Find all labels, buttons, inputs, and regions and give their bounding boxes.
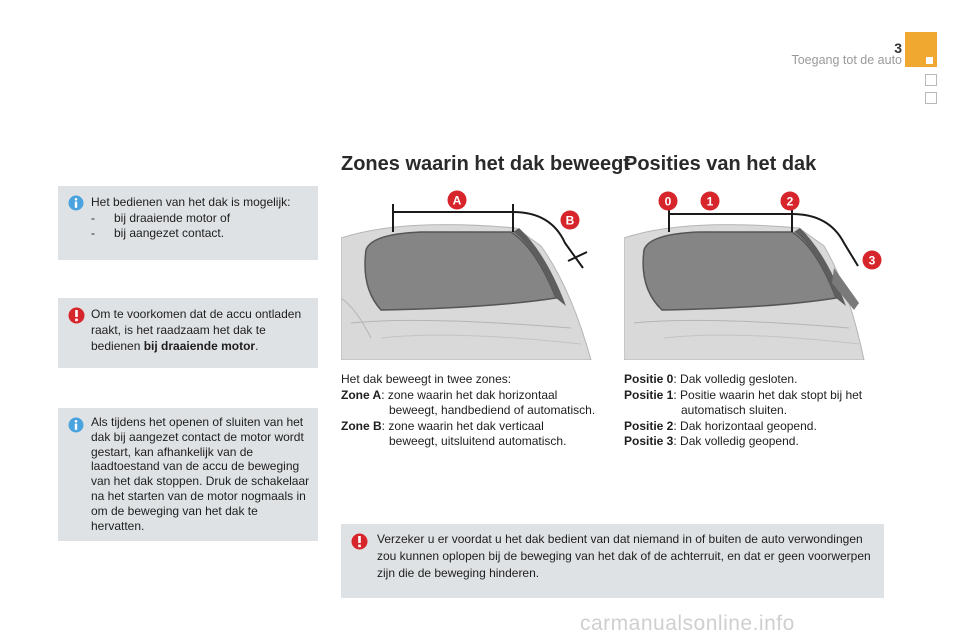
svg-text:B: B bbox=[565, 213, 575, 228]
svg-text:2: 2 bbox=[786, 194, 794, 209]
position-2-marker bbox=[780, 191, 800, 211]
nav-square-1 bbox=[925, 74, 937, 86]
positions-roof-illustration bbox=[624, 188, 870, 360]
svg-text:1: 1 bbox=[706, 194, 714, 209]
nav-square-2 bbox=[925, 92, 937, 104]
info-box-engine-start bbox=[58, 408, 318, 541]
warning-box-safety bbox=[341, 524, 884, 598]
svg-text:0: 0 bbox=[664, 194, 672, 209]
position-item: Positie 0: Dak volledig gesloten. bbox=[624, 372, 798, 386]
position-1-marker bbox=[700, 191, 720, 211]
info-icon bbox=[68, 195, 84, 211]
svg-text:3: 3 bbox=[868, 253, 876, 268]
zones-description: Het dak beweegt in twee zones: Zone A: zone waarin het dak horizontaal beweegt, handbediend of automatisch. Zone B: zone waarin het dak verticaal beweegt, uitsluitend automatisch. bbox=[341, 372, 621, 450]
zone-item: Zone A: zone waarin het dak horizontaal bbox=[341, 387, 558, 402]
info-text: Als tijdens het openen of sluiten van het dak bij aangezet contact de motor wordt gestart, kan afhankelijk van de laadtoestand van de accu de beweging van het dak stoppen. Druk de schakelaar na het starten van de motor nogmaals in om de beweging van het dak te hervatten. bbox=[91, 415, 310, 533]
zone-a-marker bbox=[447, 190, 467, 210]
info-box-power bbox=[58, 186, 318, 260]
position-item: Positie 1: Positie waarin het dak stopt bij het bbox=[624, 387, 863, 402]
position-3-marker bbox=[862, 250, 882, 270]
warning-icon bbox=[68, 307, 85, 324]
watermark: carmanualsonline.info bbox=[580, 612, 795, 635]
svg-text:A: A bbox=[452, 193, 462, 208]
zone-item: Zone B: zone waarin het dak verticaal bbox=[341, 418, 544, 433]
positions-heading: Posities van het dak bbox=[624, 153, 817, 175]
page-number: 3 bbox=[894, 40, 902, 56]
chapter-tab bbox=[905, 32, 937, 67]
positions-description: Positie 0: Dak volledig gesloten. Positie 1: Positie waarin het dak stopt bij het automatisch sluiten. Positie 2: Dak horizontaal geopend. Positie 3: Dak volledig geopend. bbox=[624, 372, 894, 450]
warning-text: Verzeker u er voordat u het dak bedient van dat niemand in of buiten de auto verwondingen zou kunnen oplopen bij de beweging van het dak of de achterruit, en dat er geen voorwerpen zijn die de beweging hinderen. bbox=[377, 532, 871, 580]
list-item: - bij aangezet contact. bbox=[91, 226, 225, 240]
warning-icon bbox=[351, 533, 368, 550]
position-0-marker bbox=[658, 191, 678, 211]
info-icon bbox=[68, 417, 84, 433]
warning-text: Om te voorkomen dat de accu ontladen raakt, is het raadzaam het dak te bedienen bij draaiende motor. bbox=[91, 307, 302, 353]
position-item: Positie 2: Dak horizontaal geopend. bbox=[624, 418, 817, 433]
position-item: Positie 3: Dak volledig geopend. bbox=[624, 434, 799, 448]
warning-box-battery bbox=[58, 298, 318, 368]
chapter-title: Toegang tot de auto bbox=[791, 53, 902, 67]
list-item: - bij draaiende motor of bbox=[91, 210, 231, 225]
zone-b-marker bbox=[560, 210, 580, 230]
info-box-intro: Het bedienen van het dak is mogelijk: bbox=[91, 195, 291, 209]
zones-heading: Zones waarin het dak beweegt bbox=[341, 153, 630, 175]
